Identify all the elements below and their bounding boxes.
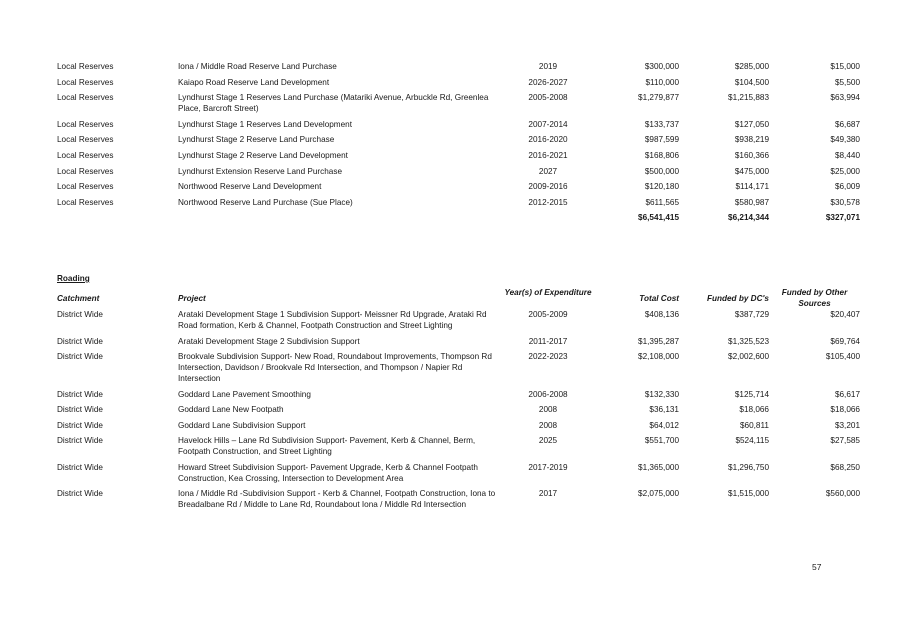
cell-project: Lyndhurst Stage 1 Reserves Land Purchase (Matariki Avenue, Arbuckle Rd, Greenlea Place, Barcroft Street): [178, 93, 489, 114]
cell-catchment: Local Reserves: [57, 166, 114, 176]
cell-funded-other: $8,440: [834, 150, 860, 160]
header-project: Project: [178, 293, 206, 303]
cell-project: Kaiapo Road Reserve Land Development: [178, 77, 330, 87]
cell-project: Northwood Reserve Land Development: [178, 182, 322, 192]
cell-funded-other: $18,066: [830, 405, 860, 414]
cell-total-cost: $120,180: [644, 182, 679, 192]
cell-years: 2026-2027: [528, 77, 568, 87]
total-funded-dc: $6,214,344: [728, 213, 769, 223]
roading-table: [57, 287, 860, 515]
cell-total-cost: $2,108,000: [638, 352, 679, 361]
cell-years: 2017: [538, 489, 558, 498]
cell-total-cost: $36,131: [649, 405, 679, 414]
page-number: 57: [812, 562, 822, 572]
cell-project: Howard Street Subdivision Support- Pavement Upgrade, Kerb & Channel Footpath Construction, Kea Crossing, Intersection to Development Area: [178, 462, 478, 483]
cell-project: Lyndhurst Stage 1 Reserves Land Development: [178, 119, 353, 129]
cell-funded-other: $3,201: [834, 420, 860, 430]
cell-project: Iona / Middle Road Reserve Land Purchase: [178, 62, 337, 71]
cell-catchment: District Wide: [57, 352, 103, 361]
cell-funded-other: $63,994: [830, 93, 860, 103]
cell-funded-dc: $2,002,600: [728, 352, 769, 361]
cell-funded-other: $20,407: [830, 310, 860, 319]
cell-funded-other: $15,000: [830, 62, 860, 71]
cell-total-cost: $611,565: [645, 197, 679, 207]
cell-funded-other: $69,764: [830, 336, 860, 346]
cell-funded-dc: $160,366: [734, 150, 769, 160]
cell-years: 2006-2008: [528, 389, 568, 399]
cell-project: Arataki Development Stage 2 Subdivision Support: [178, 336, 360, 346]
header-years: Year(s) of Expenditure: [504, 288, 592, 297]
cell-years: 2011-2017: [528, 336, 568, 346]
cell-funded-other: $27,585: [830, 436, 860, 445]
cell-project: Northwood Reserve Land Purchase (Sue Place): [178, 197, 353, 207]
cell-catchment: Local Reserves: [57, 77, 114, 87]
cell-catchment: District Wide: [57, 462, 103, 472]
cell-catchment: District Wide: [57, 436, 103, 445]
cell-years: 2016-2020: [528, 135, 568, 145]
cell-funded-other: $6,009: [834, 182, 860, 192]
cell-funded-other: $30,578: [830, 197, 860, 207]
cell-project: Arataki Development Stage 1 Subdivision Support- Meissner Rd Upgrade, Arataki Rd Road formation, Kerb & Channel, Footpath Construction and Street Lighting: [178, 310, 487, 330]
table-row: [57, 462, 860, 489]
cell-funded-dc: $104,500: [734, 77, 769, 87]
cell-total-cost: $551,700: [644, 436, 679, 445]
cell-catchment: District Wide: [57, 405, 103, 414]
cell-total-cost: $168,806: [644, 150, 679, 160]
table-row: [57, 309, 860, 336]
roading-table-body: [57, 309, 860, 515]
table-row: [57, 435, 860, 462]
cell-funded-dc: $580,987: [734, 197, 769, 207]
table-row: [57, 61, 860, 77]
cell-catchment: Local Reserves: [57, 119, 114, 129]
cell-years: 2007-2014: [528, 119, 568, 129]
table-row: [57, 404, 860, 420]
cell-funded-other: $105,400: [825, 352, 860, 361]
cell-funded-dc: $114,171: [735, 182, 769, 192]
cell-funded-other: $49,380: [830, 135, 860, 145]
header-funded-other: Funded by Other Sources: [781, 288, 848, 308]
table-row: [57, 420, 860, 436]
cell-funded-dc: $475,000: [734, 166, 769, 176]
cell-funded-other: $25,000: [830, 166, 860, 176]
cell-funded-other: $6,617: [834, 389, 860, 399]
cell-funded-dc: $1,296,750: [728, 462, 769, 472]
cell-total-cost: $500,000: [644, 166, 679, 176]
cell-catchment: District Wide: [57, 489, 103, 498]
cell-funded-dc: $1,215,883: [728, 93, 769, 103]
cell-catchment: Local Reserves: [57, 135, 114, 145]
table-row: [57, 181, 860, 197]
cell-catchment: Local Reserves: [57, 197, 114, 207]
reserves-table-body: [57, 61, 860, 223]
cell-years: 2025: [538, 436, 558, 445]
table-row: [57, 389, 860, 405]
cell-funded-dc: $18,066: [739, 405, 769, 414]
totals-spacer: [57, 212, 178, 223]
totals-row: [57, 212, 860, 223]
table-row: [57, 351, 860, 389]
cell-catchment: District Wide: [57, 420, 103, 430]
cell-project: Havelock Hills – Lane Rd Subdivision Support- Pavement, Kerb & Channel, Berm, Footpath Construction, and Street Lighting: [178, 436, 476, 456]
cell-funded-dc: $938,219: [734, 135, 769, 145]
cell-project: Lyndhurst Stage 2 Reserve Land Purchase: [178, 135, 335, 145]
cell-years: 2027: [538, 166, 558, 176]
table-row: [57, 150, 860, 166]
cell-funded-dc: $524,115: [735, 436, 769, 445]
cell-funded-other: $5,500: [834, 77, 860, 87]
total-funded-other: $327,071: [825, 213, 860, 223]
cell-years: 2005-2009: [528, 310, 568, 319]
cell-catchment: Local Reserves: [57, 62, 114, 71]
cell-funded-dc: $285,000: [734, 62, 769, 71]
table-row: [57, 166, 860, 182]
cell-total-cost: $1,395,287: [638, 336, 679, 346]
table-row: [57, 77, 860, 93]
cell-years: 2009-2016: [528, 182, 568, 192]
cell-catchment: Local Reserves: [57, 93, 114, 103]
table-row: [57, 336, 860, 352]
cell-total-cost: $300,000: [644, 62, 679, 71]
roading-header-row: [57, 287, 860, 309]
cell-funded-dc: $387,729: [734, 310, 769, 319]
cell-funded-other: $6,687: [834, 119, 860, 129]
cell-funded-dc: $1,515,000: [728, 489, 769, 498]
cell-years: 2008: [538, 420, 558, 430]
cell-catchment: Local Reserves: [57, 150, 114, 160]
cell-funded-dc: $1,325,523: [728, 336, 769, 346]
cell-funded-other: $560,000: [825, 489, 860, 498]
cell-total-cost: $64,012: [649, 420, 679, 430]
table-row: [57, 488, 860, 515]
cell-total-cost: $408,136: [644, 310, 679, 319]
header-total-cost: Total Cost: [639, 293, 679, 303]
cell-project: Goddard Lane Pavement Smoothing: [178, 389, 311, 399]
cell-total-cost: $110,000: [645, 77, 679, 87]
cell-project: Brookvale Subdivision Support- New Road, Roundabout Improvements, Thompson Rd Intersection, Davidson / Brookvale Rd Intersection, and Thompson / Napier Rd Intersection: [178, 352, 492, 383]
table-row: [57, 134, 860, 150]
cell-funded-dc: $127,050: [734, 119, 769, 129]
total-total-cost: $6,541,415: [638, 213, 679, 223]
cell-years: 2022-2023: [528, 352, 568, 361]
cell-years: 2008: [538, 405, 558, 414]
cell-project: Lyndhurst Stage 2 Reserve Land Development: [178, 150, 348, 160]
table-row: [57, 92, 860, 119]
totals-spacer: [498, 212, 598, 223]
cell-total-cost: $987,599: [644, 135, 679, 145]
cell-funded-dc: $125,714: [734, 389, 769, 399]
cell-catchment: District Wide: [57, 389, 103, 399]
cell-total-cost: $2,075,000: [638, 489, 679, 498]
cell-project: Lyndhurst Extension Reserve Land Purchase: [178, 166, 342, 176]
cell-years: 2019: [538, 62, 558, 71]
cell-project: Goddard Lane Subdivision Support: [178, 420, 306, 430]
cell-total-cost: $1,365,000: [638, 462, 679, 472]
cell-years: 2005-2008: [528, 93, 568, 103]
cell-project: Goddard Lane New Footpath: [178, 405, 284, 414]
reserves-table: [57, 61, 860, 223]
cell-years: 2012-2015: [528, 197, 568, 207]
cell-funded-other: $68,250: [830, 462, 860, 472]
totals-spacer: [178, 212, 498, 223]
table-row: [57, 197, 860, 213]
table-row: [57, 119, 860, 135]
cell-project: Iona / Middle Rd -Subdivision Support - Kerb & Channel, Footpath Construction, Iona to Breadalbane Rd / Middle to Lane Rd, Roundabout Iona / Middle Rd Intersection: [178, 489, 496, 509]
cell-funded-dc: $60,811: [740, 420, 769, 430]
header-funded-dc: Funded by DC's: [707, 293, 769, 303]
roading-section-title: Roading: [57, 274, 90, 283]
header-catchment: Catchment: [57, 293, 100, 303]
cell-years: 2017-2019: [528, 462, 568, 472]
cell-catchment: District Wide: [57, 310, 103, 319]
cell-catchment: District Wide: [57, 336, 103, 346]
cell-total-cost: $1,279,877: [638, 93, 679, 103]
cell-total-cost: $132,330: [644, 389, 679, 399]
cell-years: 2016-2021: [528, 150, 568, 160]
cell-catchment: Local Reserves: [57, 182, 114, 192]
cell-total-cost: $133,737: [644, 119, 679, 129]
